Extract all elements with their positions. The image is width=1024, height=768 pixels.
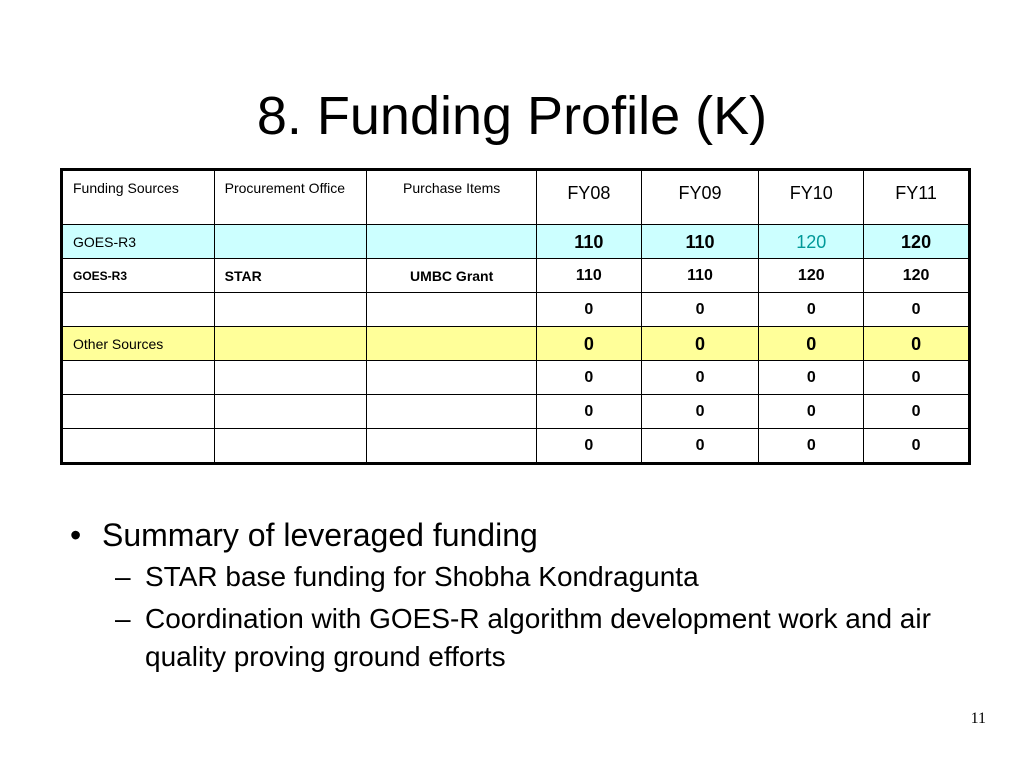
cell-fy08: 0 xyxy=(584,301,594,318)
cell-fy09: 0 xyxy=(695,334,706,354)
table-row xyxy=(62,259,970,293)
bullet-list xyxy=(72,512,972,676)
cell-fy10: 0 xyxy=(806,403,816,420)
cell-fy08: 110 xyxy=(575,267,602,284)
table-row xyxy=(62,327,970,361)
dash-icon: – xyxy=(115,561,131,592)
cell-office xyxy=(215,429,367,437)
cell-source: GOES-R3 xyxy=(73,269,128,283)
page-number: 11 xyxy=(970,710,986,727)
cell-fy11: 0 xyxy=(911,437,921,454)
cell-items xyxy=(367,429,536,437)
cell-source xyxy=(63,361,214,369)
bullet-sub-text: STAR base funding for Shobha Kondragunta xyxy=(145,561,699,592)
cell-fy09: 0 xyxy=(695,403,705,420)
header-funding-sources: Funding Sources xyxy=(73,180,179,196)
cell-items: UMBC Grant xyxy=(410,268,494,284)
cell-office xyxy=(215,225,367,233)
cell-fy08: 0 xyxy=(584,369,594,386)
cell-source xyxy=(63,429,214,437)
table-row xyxy=(62,225,970,259)
cell-fy09: 0 xyxy=(695,301,705,318)
cell-fy11: 120 xyxy=(902,267,930,284)
table-row xyxy=(62,429,970,464)
cell-office: STAR xyxy=(224,268,262,284)
cell-fy10: 0 xyxy=(806,437,816,454)
cell-fy11: 0 xyxy=(911,403,921,420)
cell-fy08: 110 xyxy=(574,232,604,252)
funding-table xyxy=(60,168,971,465)
cell-fy09: 0 xyxy=(695,369,705,386)
dash-icon: – xyxy=(115,603,131,634)
cell-fy08: 0 xyxy=(584,403,594,420)
header-procurement-office: Procurement Office xyxy=(224,180,345,196)
cell-fy11: 0 xyxy=(911,334,922,354)
table-header-row xyxy=(62,170,970,225)
table-row xyxy=(62,395,970,429)
bullet-main xyxy=(72,512,972,558)
header-fy11: FY11 xyxy=(895,183,937,203)
cell-items xyxy=(367,327,536,335)
header-fy10: FY10 xyxy=(789,183,833,203)
cell-source: Other Sources xyxy=(73,336,164,352)
cell-fy08: 0 xyxy=(584,437,594,454)
slide-title: 8. Funding Profile (K) xyxy=(256,86,768,146)
cell-items xyxy=(367,225,536,233)
cell-office xyxy=(215,361,367,369)
bullet-sub-2 xyxy=(115,600,972,676)
cell-fy10: 0 xyxy=(806,301,816,318)
cell-items xyxy=(367,361,536,369)
cell-office xyxy=(215,327,367,335)
cell-fy11: 0 xyxy=(911,301,921,318)
header-fy09: FY09 xyxy=(678,183,722,203)
cell-office xyxy=(215,395,367,403)
cell-fy10: 120 xyxy=(797,267,825,284)
cell-fy10: 120 xyxy=(796,232,827,252)
table-row xyxy=(62,361,970,395)
cell-fy10: 0 xyxy=(806,334,817,354)
cell-fy09: 110 xyxy=(685,232,715,252)
bullet-sub-text: Coordination with GOES-R algorithm development work and air quality proving ground efforts xyxy=(145,603,931,672)
cell-fy09: 110 xyxy=(687,267,713,284)
header-purchase-items: Purchase Items xyxy=(403,180,501,196)
cell-fy11: 0 xyxy=(911,369,921,386)
cell-source xyxy=(63,395,214,403)
cell-fy11: 120 xyxy=(901,232,932,252)
cell-fy09: 0 xyxy=(695,437,705,454)
cell-source xyxy=(63,293,214,301)
bullet-main-text: Summary of leveraged funding xyxy=(102,517,538,553)
cell-fy08: 0 xyxy=(583,334,594,354)
table-row xyxy=(62,293,970,327)
cell-items xyxy=(367,395,536,403)
cell-source: GOES-R3 xyxy=(73,234,137,250)
cell-items xyxy=(367,293,536,301)
bullet-sub-1 xyxy=(115,558,972,596)
bullet-dot-icon: • xyxy=(70,517,82,553)
header-fy08: FY08 xyxy=(567,183,611,203)
cell-fy10: 0 xyxy=(806,369,816,386)
cell-office xyxy=(215,293,367,301)
